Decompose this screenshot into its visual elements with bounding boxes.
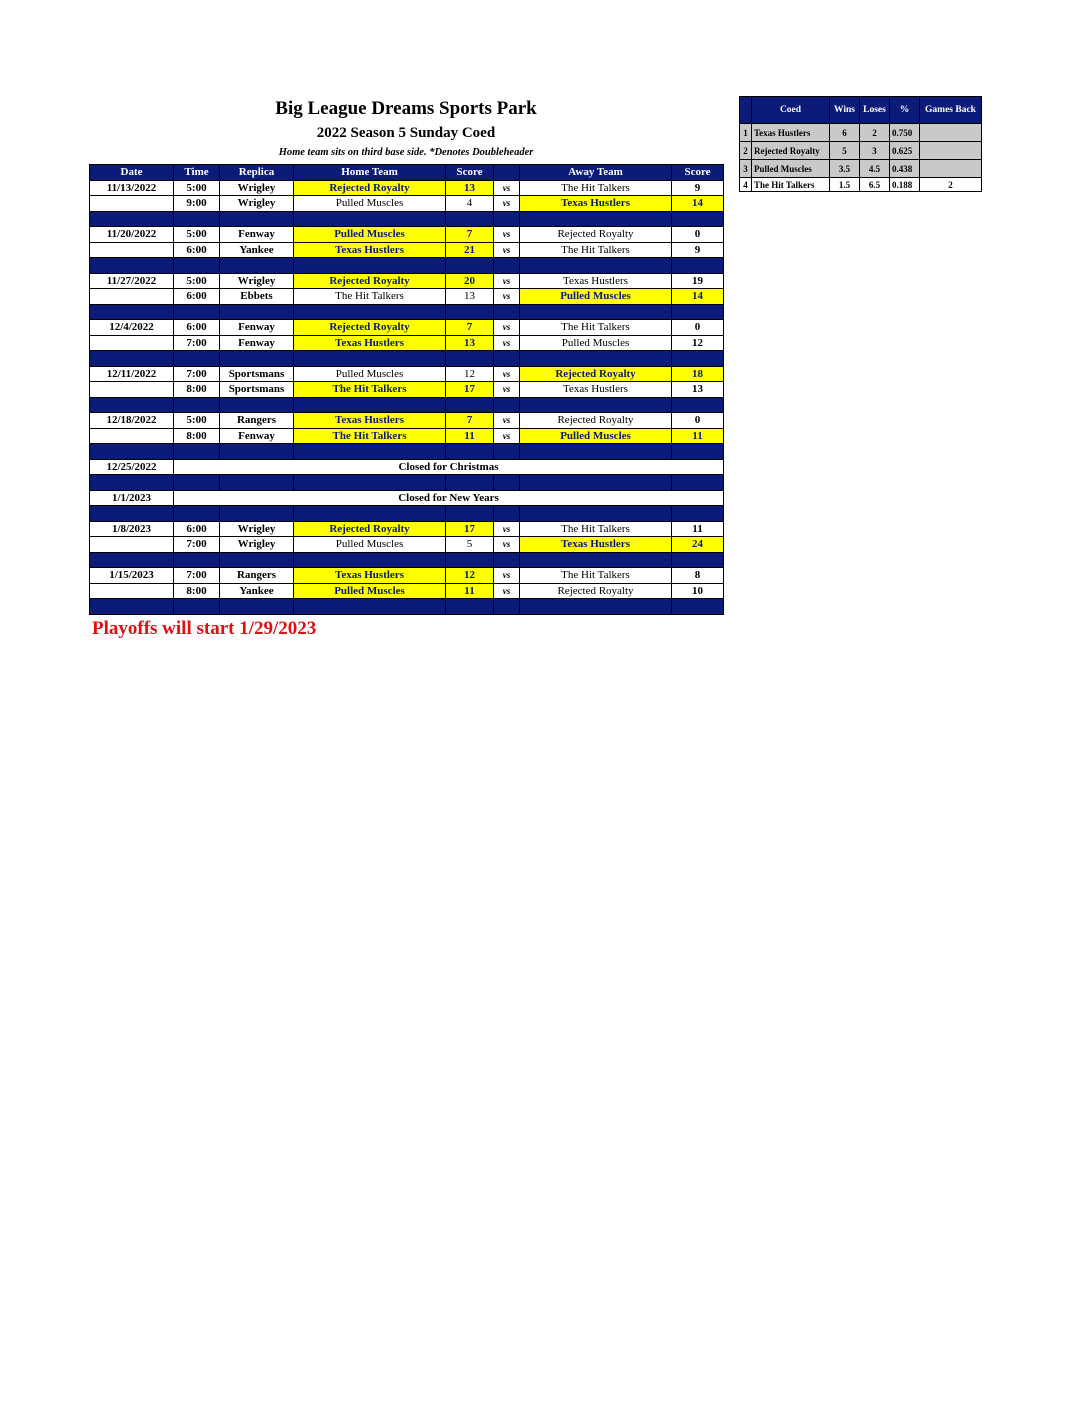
home-team: Pulled Muscles xyxy=(294,227,446,243)
game-replica: Rangers xyxy=(220,413,294,429)
home-team: Pulled Muscles xyxy=(294,583,446,599)
spacer-cell xyxy=(446,304,494,320)
away-team: The Hit Talkers xyxy=(520,242,672,258)
game-replica: Wrigley xyxy=(220,180,294,196)
away-score: 19 xyxy=(672,273,724,289)
game-row xyxy=(90,242,724,258)
game-date xyxy=(90,537,174,553)
home-team: The Hit Talkers xyxy=(294,428,446,444)
away-team: The Hit Talkers xyxy=(520,180,672,196)
spacer-cell xyxy=(672,304,724,320)
col-header-away-team: Away Team xyxy=(520,165,672,181)
standings-wins: 1.5 xyxy=(830,178,860,192)
away-score: 13 xyxy=(672,382,724,398)
away-score: 11 xyxy=(672,428,724,444)
game-date xyxy=(90,196,174,212)
away-score: 24 xyxy=(672,537,724,553)
game-row xyxy=(90,428,724,444)
spacer-cell xyxy=(520,211,672,227)
home-team: Texas Hustlers xyxy=(294,568,446,584)
standings-team: The Hit Talkers xyxy=(752,178,830,192)
spacer-row xyxy=(90,397,724,413)
vs-label: vs xyxy=(494,180,520,196)
home-score: 4 xyxy=(446,196,494,212)
col-header-date: Date xyxy=(90,165,174,181)
schedule-table xyxy=(89,164,724,615)
playoffs-notice: Playoffs will start 1/29/2023 xyxy=(92,618,317,639)
game-date: 12/25/2022 xyxy=(90,459,174,475)
away-score: 9 xyxy=(672,242,724,258)
standings-pct: 0.750 xyxy=(890,124,920,142)
standings-row xyxy=(740,178,982,192)
spacer-cell xyxy=(90,506,174,522)
spacer-row xyxy=(90,475,724,491)
standings-loses: 2 xyxy=(860,124,890,142)
vs-label: vs xyxy=(494,413,520,429)
standings-col-games-back: Games Back xyxy=(920,97,982,124)
vs-label: vs xyxy=(494,289,520,305)
away-team: Rejected Royalty xyxy=(520,413,672,429)
game-date xyxy=(90,335,174,351)
game-time: 8:00 xyxy=(174,428,220,444)
spacer-cell xyxy=(520,304,672,320)
standings-team: Pulled Muscles xyxy=(752,160,830,178)
spacer-cell xyxy=(520,351,672,367)
home-score: 17 xyxy=(446,382,494,398)
spacer-cell xyxy=(672,258,724,274)
standings-loses: 3 xyxy=(860,142,890,160)
spacer-cell xyxy=(294,599,446,615)
spacer-cell xyxy=(90,258,174,274)
spacer-cell xyxy=(174,258,220,274)
spacer-row xyxy=(90,258,724,274)
vs-label: vs xyxy=(494,583,520,599)
game-replica: Rangers xyxy=(220,568,294,584)
spacer-row xyxy=(90,506,724,522)
away-score: 0 xyxy=(672,227,724,243)
game-row xyxy=(90,568,724,584)
standings-games-back xyxy=(920,124,982,142)
standings-rank: 2 xyxy=(740,142,752,160)
standings-loses: 6.5 xyxy=(860,178,890,192)
home-score: 11 xyxy=(446,583,494,599)
spacer-cell xyxy=(494,475,520,491)
home-team: Rejected Royalty xyxy=(294,521,446,537)
away-score: 14 xyxy=(672,289,724,305)
spacer-cell xyxy=(672,552,724,568)
home-team: Rejected Royalty xyxy=(294,273,446,289)
schedule-header-row xyxy=(90,165,724,181)
game-time: 9:00 xyxy=(174,196,220,212)
spacer-row xyxy=(90,211,724,227)
season-subtitle: 2022 Season 5 Sunday Coed xyxy=(316,125,496,141)
vs-label: vs xyxy=(494,227,520,243)
spacer-cell xyxy=(446,211,494,227)
spacer-cell xyxy=(294,475,446,491)
game-replica: Fenway xyxy=(220,335,294,351)
game-date: 1/8/2023 xyxy=(90,521,174,537)
away-team: Texas Hustlers xyxy=(520,537,672,553)
away-team: The Hit Talkers xyxy=(520,320,672,336)
game-replica: Fenway xyxy=(220,227,294,243)
spacer-cell xyxy=(90,397,174,413)
col-header-away-score: Score xyxy=(672,165,724,181)
game-time: 7:00 xyxy=(174,537,220,553)
home-score: 13 xyxy=(446,180,494,196)
spacer-cell xyxy=(446,506,494,522)
closed-row xyxy=(90,490,724,506)
home-score: 11 xyxy=(446,428,494,444)
spacer-cell xyxy=(220,258,294,274)
spacer-cell xyxy=(174,506,220,522)
spacer-cell xyxy=(220,351,294,367)
vs-label: vs xyxy=(494,320,520,336)
vs-label: vs xyxy=(494,568,520,584)
spacer-cell xyxy=(174,552,220,568)
home-score: 7 xyxy=(446,413,494,429)
game-date xyxy=(90,382,174,398)
home-score: 12 xyxy=(446,366,494,382)
game-time: 5:00 xyxy=(174,273,220,289)
spacer-cell xyxy=(174,444,220,460)
game-date: 11/27/2022 xyxy=(90,273,174,289)
spacer-cell xyxy=(446,444,494,460)
spacer-cell xyxy=(174,475,220,491)
spacer-cell xyxy=(672,444,724,460)
vs-label: vs xyxy=(494,537,520,553)
spacer-row xyxy=(90,351,724,367)
standings-col-rank xyxy=(740,97,752,124)
game-row xyxy=(90,366,724,382)
spacer-cell xyxy=(672,599,724,615)
spacer-cell xyxy=(672,506,724,522)
spacer-cell xyxy=(446,599,494,615)
standings-games-back xyxy=(920,142,982,160)
standings-pct: 0.188 xyxy=(890,178,920,192)
game-time: 6:00 xyxy=(174,521,220,537)
game-date xyxy=(90,242,174,258)
col-header-home-score: Score xyxy=(446,165,494,181)
spacer-cell xyxy=(520,552,672,568)
game-time: 5:00 xyxy=(174,413,220,429)
spacer-cell xyxy=(220,599,294,615)
standings-pct: 0.438 xyxy=(890,160,920,178)
spacer-cell xyxy=(672,397,724,413)
game-time: 7:00 xyxy=(174,366,220,382)
spacer-cell xyxy=(174,599,220,615)
game-row xyxy=(90,521,724,537)
spacer-cell xyxy=(520,397,672,413)
home-team: Pulled Muscles xyxy=(294,366,446,382)
standings-wins: 6 xyxy=(830,124,860,142)
game-row xyxy=(90,227,724,243)
standings-team: Texas Hustlers xyxy=(752,124,830,142)
game-time: 7:00 xyxy=(174,568,220,584)
spacer-cell xyxy=(672,351,724,367)
spacer-cell xyxy=(446,351,494,367)
game-date xyxy=(90,583,174,599)
spacer-cell xyxy=(446,397,494,413)
game-row xyxy=(90,413,724,429)
away-team: The Hit Talkers xyxy=(520,521,672,537)
spacer-cell xyxy=(446,258,494,274)
spacer-cell xyxy=(174,397,220,413)
spacer-cell xyxy=(494,304,520,320)
standings-row xyxy=(740,160,982,178)
home-score: 13 xyxy=(446,289,494,305)
spacer-cell xyxy=(520,475,672,491)
standings-team: Rejected Royalty xyxy=(752,142,830,160)
schedule-note: Home team sits on third base side. *Denotes Doubleheader xyxy=(278,147,534,158)
home-score: 7 xyxy=(446,320,494,336)
game-row xyxy=(90,537,724,553)
home-team: Texas Hustlers xyxy=(294,335,446,351)
spacer-cell xyxy=(90,211,174,227)
spacer-cell xyxy=(90,444,174,460)
spacer-cell xyxy=(520,599,672,615)
standings-loses: 4.5 xyxy=(860,160,890,178)
standings-col-pct: % xyxy=(890,97,920,124)
home-team: Rejected Royalty xyxy=(294,180,446,196)
game-time: 5:00 xyxy=(174,227,220,243)
spacer-cell xyxy=(294,351,446,367)
spacer-cell xyxy=(494,258,520,274)
spacer-cell xyxy=(174,211,220,227)
game-time: 5:00 xyxy=(174,180,220,196)
game-replica: Fenway xyxy=(220,320,294,336)
game-date: 11/13/2022 xyxy=(90,180,174,196)
game-replica: Wrigley xyxy=(220,521,294,537)
game-row xyxy=(90,180,724,196)
spacer-cell xyxy=(446,475,494,491)
spacer-row xyxy=(90,444,724,460)
spacer-cell xyxy=(90,475,174,491)
spacer-cell xyxy=(294,211,446,227)
standings-games-back xyxy=(920,160,982,178)
away-team: The Hit Talkers xyxy=(520,568,672,584)
standings-col-wins: Wins xyxy=(830,97,860,124)
game-row xyxy=(90,196,724,212)
away-score: 9 xyxy=(672,180,724,196)
spacer-cell xyxy=(494,211,520,227)
col-header-time: Time xyxy=(174,165,220,181)
away-team: Rejected Royalty xyxy=(520,583,672,599)
game-replica: Yankee xyxy=(220,583,294,599)
standings-wins: 3.5 xyxy=(830,160,860,178)
game-replica: Fenway xyxy=(220,428,294,444)
spacer-row xyxy=(90,599,724,615)
spacer-cell xyxy=(520,506,672,522)
standings-row xyxy=(740,124,982,142)
game-time: 7:00 xyxy=(174,335,220,351)
vs-label: vs xyxy=(494,366,520,382)
spacer-cell xyxy=(220,211,294,227)
away-team: Pulled Muscles xyxy=(520,289,672,305)
standings-games-back: 2 xyxy=(920,178,982,192)
game-date xyxy=(90,289,174,305)
standings-rank: 1 xyxy=(740,124,752,142)
game-replica: Wrigley xyxy=(220,196,294,212)
standings-rank: 4 xyxy=(740,178,752,192)
spacer-cell xyxy=(494,599,520,615)
home-team: Rejected Royalty xyxy=(294,320,446,336)
spacer-cell xyxy=(90,599,174,615)
game-replica: Ebbets xyxy=(220,289,294,305)
spacer-cell xyxy=(520,444,672,460)
away-team: Rejected Royalty xyxy=(520,227,672,243)
spacer-cell xyxy=(220,397,294,413)
spacer-cell xyxy=(90,552,174,568)
home-team: The Hit Talkers xyxy=(294,289,446,305)
game-row xyxy=(90,320,724,336)
spacer-cell xyxy=(494,444,520,460)
game-date: 12/4/2022 xyxy=(90,320,174,336)
vs-label: vs xyxy=(494,335,520,351)
spacer-cell xyxy=(294,397,446,413)
away-team: Texas Hustlers xyxy=(520,273,672,289)
vs-label: vs xyxy=(494,196,520,212)
spacer-cell xyxy=(294,258,446,274)
spacer-cell xyxy=(494,552,520,568)
spacer-cell xyxy=(90,304,174,320)
col-header-vs xyxy=(494,165,520,181)
vs-label: vs xyxy=(494,521,520,537)
away-team: Pulled Muscles xyxy=(520,428,672,444)
col-header-home-team: Home Team xyxy=(294,165,446,181)
game-date xyxy=(90,428,174,444)
spacer-cell xyxy=(220,444,294,460)
spacer-row xyxy=(90,552,724,568)
spacer-cell xyxy=(220,475,294,491)
away-score: 12 xyxy=(672,335,724,351)
away-score: 8 xyxy=(672,568,724,584)
spacer-cell xyxy=(446,552,494,568)
spacer-cell xyxy=(520,258,672,274)
game-time: 6:00 xyxy=(174,242,220,258)
game-replica: Wrigley xyxy=(220,273,294,289)
away-score: 11 xyxy=(672,521,724,537)
home-team: Texas Hustlers xyxy=(294,413,446,429)
standings-wins: 5 xyxy=(830,142,860,160)
home-team: Pulled Muscles xyxy=(294,537,446,553)
game-date: 12/18/2022 xyxy=(90,413,174,429)
spacer-cell xyxy=(220,552,294,568)
game-replica: Sportsmans xyxy=(220,382,294,398)
home-team: Texas Hustlers xyxy=(294,242,446,258)
away-score: 0 xyxy=(672,413,724,429)
game-replica: Sportsmans xyxy=(220,366,294,382)
game-replica: Yankee xyxy=(220,242,294,258)
away-team: Texas Hustlers xyxy=(520,382,672,398)
home-score: 20 xyxy=(446,273,494,289)
closed-row xyxy=(90,459,724,475)
spacer-cell xyxy=(294,444,446,460)
game-time: 8:00 xyxy=(174,583,220,599)
away-score: 10 xyxy=(672,583,724,599)
col-header-replica: Replica xyxy=(220,165,294,181)
away-team: Texas Hustlers xyxy=(520,196,672,212)
game-time: 6:00 xyxy=(174,289,220,305)
away-team: Rejected Royalty xyxy=(520,366,672,382)
game-replica: Wrigley xyxy=(220,537,294,553)
page-title: Big League Dreams Sports Park xyxy=(275,98,537,119)
away-score: 14 xyxy=(672,196,724,212)
game-row xyxy=(90,289,724,305)
game-row xyxy=(90,583,724,599)
home-score: 21 xyxy=(446,242,494,258)
spacer-cell xyxy=(672,475,724,491)
game-time: 8:00 xyxy=(174,382,220,398)
game-time: 6:00 xyxy=(174,320,220,336)
home-score: 13 xyxy=(446,335,494,351)
spacer-cell xyxy=(220,506,294,522)
spacer-cell xyxy=(672,211,724,227)
standings-pct: 0.625 xyxy=(890,142,920,160)
home-team: The Hit Talkers xyxy=(294,382,446,398)
spacer-cell xyxy=(494,506,520,522)
standings-table xyxy=(739,96,982,192)
game-row xyxy=(90,335,724,351)
vs-label: vs xyxy=(494,273,520,289)
standings-col-coed: Coed xyxy=(752,97,830,124)
game-row xyxy=(90,382,724,398)
standings-col-loses: Loses xyxy=(860,97,890,124)
game-date: 1/15/2023 xyxy=(90,568,174,584)
game-date: 11/20/2022 xyxy=(90,227,174,243)
spacer-cell xyxy=(90,351,174,367)
vs-label: vs xyxy=(494,428,520,444)
spacer-cell xyxy=(494,397,520,413)
spacer-cell xyxy=(494,351,520,367)
spacer-cell xyxy=(220,304,294,320)
away-team: Pulled Muscles xyxy=(520,335,672,351)
standings-rank: 3 xyxy=(740,160,752,178)
spacer-cell xyxy=(174,351,220,367)
game-date: 1/1/2023 xyxy=(90,490,174,506)
standings-header-row xyxy=(740,97,982,124)
vs-label: vs xyxy=(494,242,520,258)
away-score: 18 xyxy=(672,366,724,382)
game-row xyxy=(90,273,724,289)
standings-row xyxy=(740,142,982,160)
spacer-cell xyxy=(294,506,446,522)
away-score: 0 xyxy=(672,320,724,336)
closed-note: Closed for New Years xyxy=(174,490,724,506)
closed-note: Closed for Christmas xyxy=(174,459,724,475)
spacer-cell xyxy=(294,552,446,568)
home-score: 12 xyxy=(446,568,494,584)
spacer-cell xyxy=(294,304,446,320)
home-score: 7 xyxy=(446,227,494,243)
home-team: Pulled Muscles xyxy=(294,196,446,212)
home-score: 5 xyxy=(446,537,494,553)
game-date: 12/11/2022 xyxy=(90,366,174,382)
spacer-row xyxy=(90,304,724,320)
spacer-cell xyxy=(174,304,220,320)
home-score: 17 xyxy=(446,521,494,537)
vs-label: vs xyxy=(494,382,520,398)
